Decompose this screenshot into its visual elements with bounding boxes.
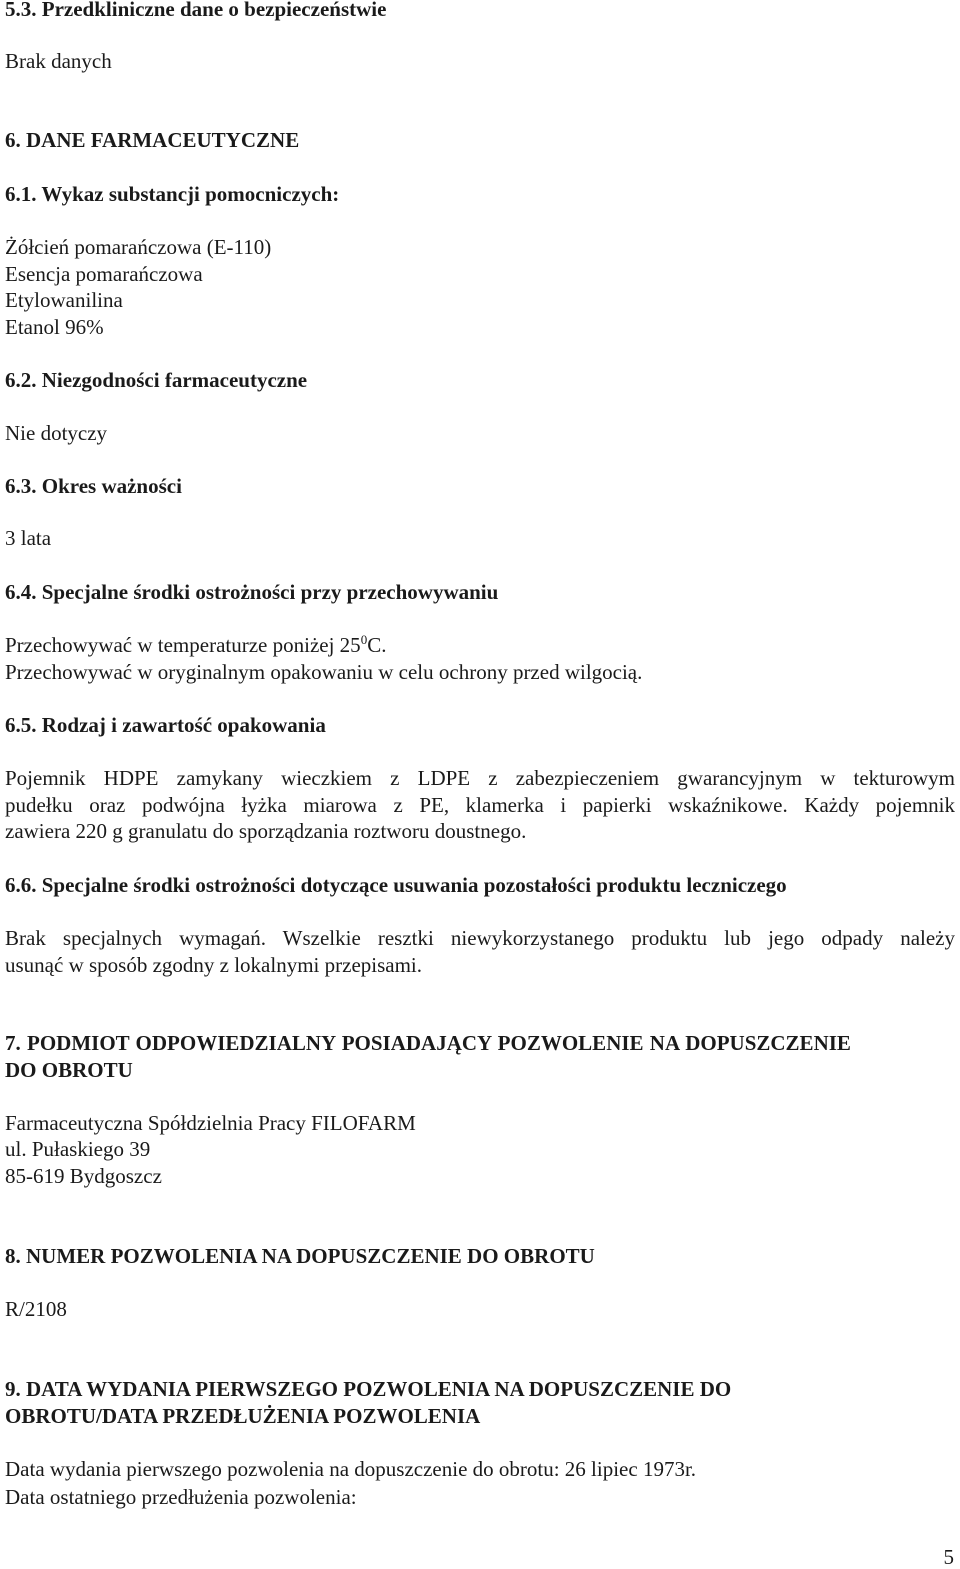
section-5-3-text: Brak danych [5,49,112,73]
section-6-5-heading: 6.5. Rodzaj i zawartość opakowania [5,713,326,737]
company-street: ul. Pułaskiego 39 [5,1137,151,1161]
paragraph-line: usunąć w sposób zgodny z lokalnymi przepisami. [5,952,423,977]
page-number: 5 [943,1545,954,1569]
packaging-paragraph [5,765,955,845]
renewal-date: Data ostatniego przedłużenia pozwolenia: [5,1485,357,1509]
section-6-2-text: Nie dotyczy [5,421,108,445]
excipient-item: Żółcień pomarańczowa (E-110) [5,235,272,259]
section-9-heading-line: OBROTU/DATA PRZEDŁUŻENIA POZWOLENIA [5,1404,481,1428]
section-7-heading [5,1030,955,1056]
storage-temperature-unit: C. [367,633,387,657]
section-7-heading-line: 7. PODMIOT ODPOWIEDZIALNY POSIADAJĄCY POZWOLENIE NA DOPUSZCZENIE [5,1031,851,1055]
paragraph-line: Brak specjalnych wymagań. Wszelkie resztki niewykorzystanego produktu lub jego odpady należy [5,926,955,950]
section-8-heading: 8. NUMER POZWOLENIA NA DOPUSZCZENIE DO OBROTU [5,1244,595,1268]
storage-temperature-line [5,632,386,658]
storage-moisture-line: Przechowywać w oryginalnym opakowaniu w celu ochrony przed wilgocią. [5,660,643,684]
storage-temperature-text: Przechowywać w temperaturze poniżej 25 [5,633,361,657]
authorization-number: R/2108 [5,1297,67,1321]
excipient-item: Esencja pomarańczowa [5,262,203,286]
section-9-heading: 9. DATA WYDANIA PIERWSZEGO POZWOLENIA NA DOPUSZCZENIE DO [5,1377,732,1401]
company-city: 85-619 Bydgoszcz [5,1164,162,1188]
section-6-4-heading: 6.4. Specjalne środki ostrożności przy przechowywaniu [5,580,499,604]
section-7-heading-line: DO OBROTU [5,1058,133,1082]
paragraph-line: pudełku oraz podwójna łyżka miarowa z PE, klamerka i papierki wskaźnikowe. Każdy pojemnik [5,792,955,817]
section-6-heading: 6. DANE FARMACEUTYCZNE [5,128,300,152]
degree-superscript: 0 [360,632,368,647]
disposal-paragraph [5,925,955,978]
excipient-item: Etylowanilina [5,288,123,312]
paragraph-line: zawiera 220 g granulatu do sporządzania roztworu doustnego. [5,819,527,843]
first-authorization-date: Data wydania pierwszego pozwolenia na dopuszczenie do obrotu: 26 lipiec 1973r. [5,1457,697,1481]
section-6-3-text: 3 lata [5,526,52,550]
section-6-3-heading: 6.3. Okres ważności [5,474,182,498]
section-6-1-heading: 6.1. Wykaz substancji pomocniczych: [5,182,340,206]
section-6-2-heading: 6.2. Niezgodności farmaceutyczne [5,368,308,392]
section-5-3-heading: 5.3. Przedkliniczne dane o bezpieczeństwie [5,0,387,21]
excipient-item: Etanol 96% [5,315,104,339]
paragraph-line: Pojemnik HDPE zamykany wieczkiem z LDPE z zabezpieczeniem gwarancyjnym w tekturowym [5,766,955,790]
section-6-6-heading: 6.6. Specjalne środki ostrożności dotyczące usuwania pozostałości produktu leczniczego [5,873,787,897]
company-name: Farmaceutyczna Spółdzielnia Pracy FILOFARM [5,1111,416,1135]
